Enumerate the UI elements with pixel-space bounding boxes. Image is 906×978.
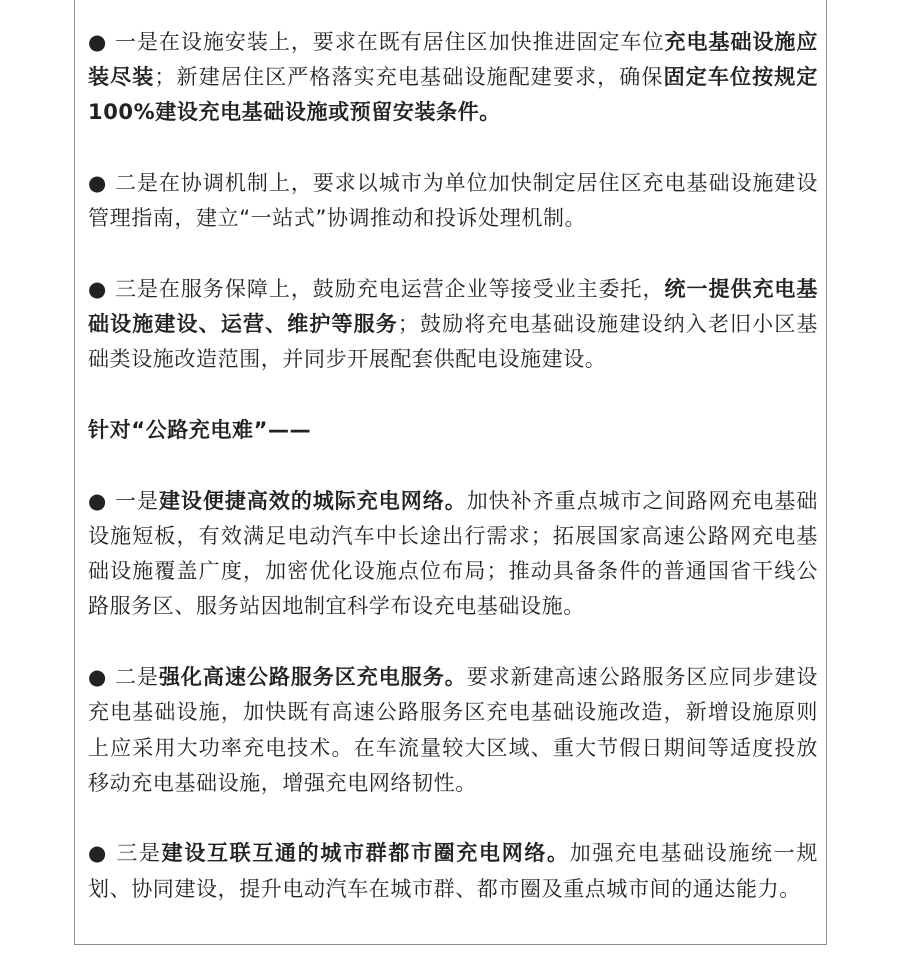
text-run: ● 一是 — [88, 488, 159, 513]
bold-text-run: 建设互联互通的城市群都市圈充电网络。 — [161, 841, 570, 866]
text-run: ● 一是在设施安装上，要求在既有居住区加快推进固定车位 — [88, 30, 665, 54]
text-run: ● 二是在协调机制上，要求以城市为单位加快制定居住区充电基础设施建设管理指南，建立“一站式”协调推动和投诉处理机制。 — [88, 171, 818, 231]
text-run: ；新建居住区严格落实充电基础设施配建要求，确保 — [154, 65, 664, 90]
text-run: 加快补齐重点城市之间路网充电基础设施短板，有效满足电动汽车中长途出行需求；拓展国家高速公路网充电基础设施覆盖广度，加密优化设施点位布局；推动具备条件的普通国省干线公路服务区、服务站因地制宜科学布设充电基础设施。 — [88, 488, 819, 619]
paragraph-intercity-network — [88, 484, 818, 625]
text-run: ；鼓励将充电基础设施建设纳入老旧小区基础类设施改造范围，并同步开展配套供配电设施建设。 — [88, 312, 818, 372]
heading-text: 针对“公路充电难”—— — [88, 418, 312, 443]
text-run: 要求新建高速公路服务区应同步建设充电基础设施，加快既有高速公路服务区充电基础设施改造，新增设施原则上应采用大功率充电技术。在车流量较大区域、重大节假日期间等适度投放移动充电基础设施，增强充电网络韧性。 — [88, 665, 819, 795]
text-run: ● 二是 — [88, 665, 159, 690]
article-body — [88, 25, 818, 907]
text-run: 加强充电基础设施统一规划、协同建设，提升电动汽车在城市群、都市圈及重点城市间的通达能力。 — [88, 841, 818, 901]
paragraph-service-guarantee — [88, 272, 818, 378]
text-run: ● 三是 — [88, 841, 162, 866]
bold-text-run: 固定车位按规定100%建设充电基础设施或预留安装条件。 — [88, 65, 818, 125]
section-heading-highway-charging — [88, 413, 818, 448]
paragraph-coordination — [88, 166, 818, 236]
bold-text-run: 建设便捷高效的城际充电网络。 — [158, 488, 467, 513]
text-run: ● 三是在服务保障上，鼓励充电运营企业等接受业主委托， — [88, 277, 665, 302]
paragraph-expressway-service — [88, 660, 818, 801]
bold-text-run: 强化高速公路服务区充电服务。 — [158, 665, 467, 690]
bold-text-run: 统一提供充电基础设施建设、运营、维护等服务 — [88, 277, 819, 337]
bold-text-run: 充电基础设施应装尽装 — [88, 30, 819, 90]
paragraph-urban-cluster-network — [88, 836, 818, 906]
paragraph-residential-installation — [88, 25, 818, 131]
